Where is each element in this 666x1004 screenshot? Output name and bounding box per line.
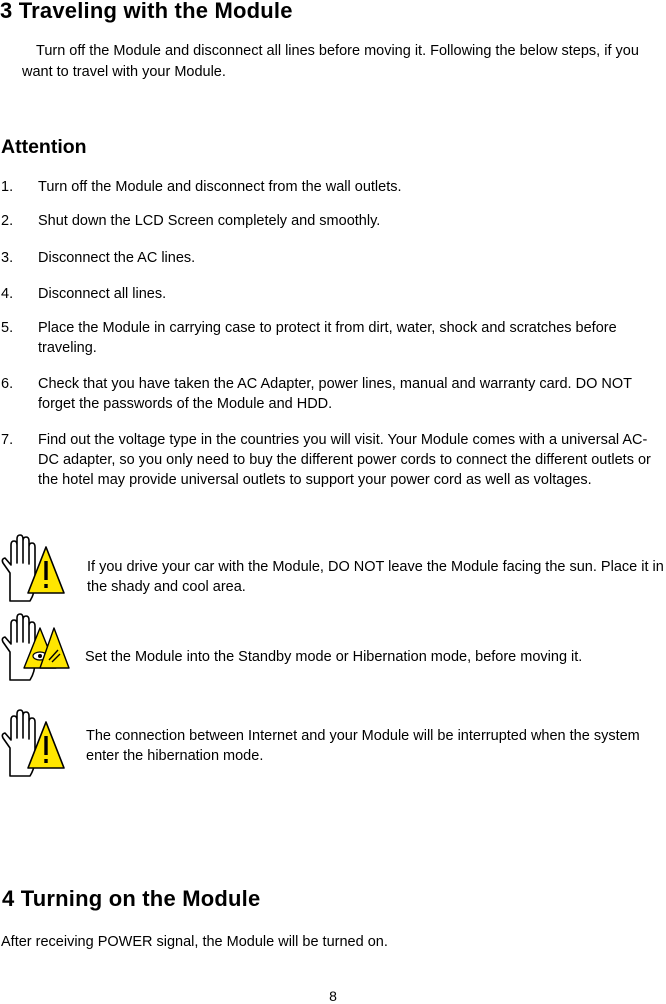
step-text: Disconnect the AC lines. — [38, 250, 196, 266]
step-text: Find out the voltage type in the countries you will visit. Your Module comes with a universal AC-DC adapter, so you only need to buy the different power cords to connect the different outlets or the hotel may provide universal outlets to support your power cord as well as voltages. — [38, 432, 651, 488]
page-number: 8 — [329, 988, 337, 1004]
note-text: The connection between Internet and your Module will be interrupted when the system enter the hibernation mode. — [86, 728, 640, 764]
step-text: Shut down the LCD Screen completely and smoothly. — [38, 213, 381, 229]
step-number: 7. — [1, 432, 14, 448]
section-3-intro: Turn off the Module and disconnect all lines before moving it. Following the below steps, if you want to travel with your Module. — [22, 43, 639, 80]
step-text: Turn off the Module and disconnect from the wall outlets. — [38, 179, 402, 195]
note-text: Set the Module into the Standby mode or Hibernation mode, before moving it. — [85, 649, 583, 665]
section-4-text: After receiving POWER signal, the Module will be turned on. — [1, 934, 388, 950]
step-number: 2. — [1, 213, 14, 229]
section-4-title: 4 Turning on the Module — [2, 886, 261, 911]
step-number: 6. — [1, 376, 14, 392]
warning-hand-icon — [0, 533, 66, 610]
warning-hand-icon — [0, 708, 66, 785]
step-text: Place the Module in carrying case to protect it from dirt, water, shock and scratches before traveling. — [38, 320, 617, 356]
attention-heading: Attention — [1, 136, 87, 158]
note-text: If you drive your car with the Module, DO NOT leave the Module facing the sun. Place it in the shady and cool area. — [87, 559, 664, 595]
section-3-title: 3 Traveling with the Module — [0, 0, 293, 23]
step-number: 3. — [1, 250, 14, 266]
step-number: 5. — [1, 320, 14, 336]
step-text: Disconnect all lines. — [38, 286, 167, 302]
step-text: Check that you have taken the AC Adapter, power lines, manual and warranty card. DO NOT forget the passwords of the Module and HDD. — [38, 376, 632, 412]
caution-hand-icon — [0, 612, 70, 689]
step-number: 1. — [1, 179, 14, 195]
step-number: 4. — [1, 286, 14, 302]
